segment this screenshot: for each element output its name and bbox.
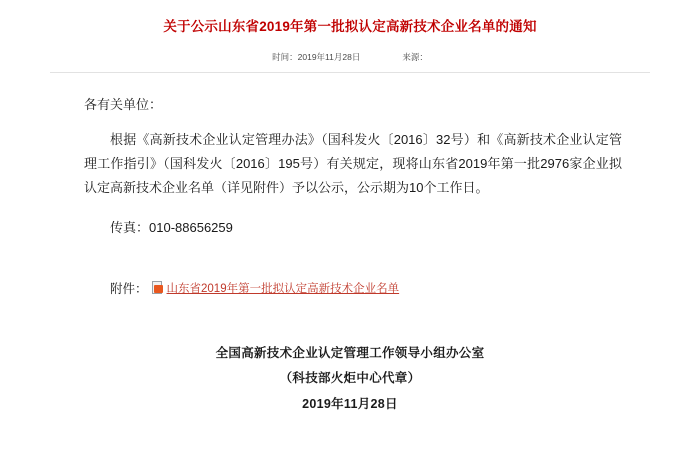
document-page [0,18,700,469]
page-title: 关于公示山东省2019年第一批拟认定高新技术企业名单的通知 [163,19,537,34]
document-body [50,73,650,418]
signature-block [50,341,650,418]
main-paragraph: 根据《高新技术企业认定管理办法》（国科发火〔2016〕32号）和《高新技术企业认定管理工作指引》（国科发火〔2016〕195号）有关规定，现将山东省2019年第一批2976家企业拟认定高新技术企业名单（详见附件）予以公示，公示期为10个工作日。 [84,131,622,195]
attachment-link[interactable]: 山东省2019年第一批拟认定高新技术企业名单 [166,282,400,295]
source-label: 来源： [402,51,428,62]
fax-line: 传真：010-88656259 [110,219,233,235]
signature-date: 2019年11月28日 [302,396,398,411]
signature-seal: （科技部火炬中心代章） [279,371,421,386]
document-attachment-icon [152,281,164,294]
document-meta [0,51,700,63]
signature-organization: 全国高新技术企业认定管理工作领导小组办公室 [215,345,485,360]
attachment-label: 附件： [110,281,148,296]
attachment-row [50,279,650,297]
publish-date: 时间：2019年11月28日 [272,51,361,62]
salutation: 各有关单位： [84,96,163,112]
